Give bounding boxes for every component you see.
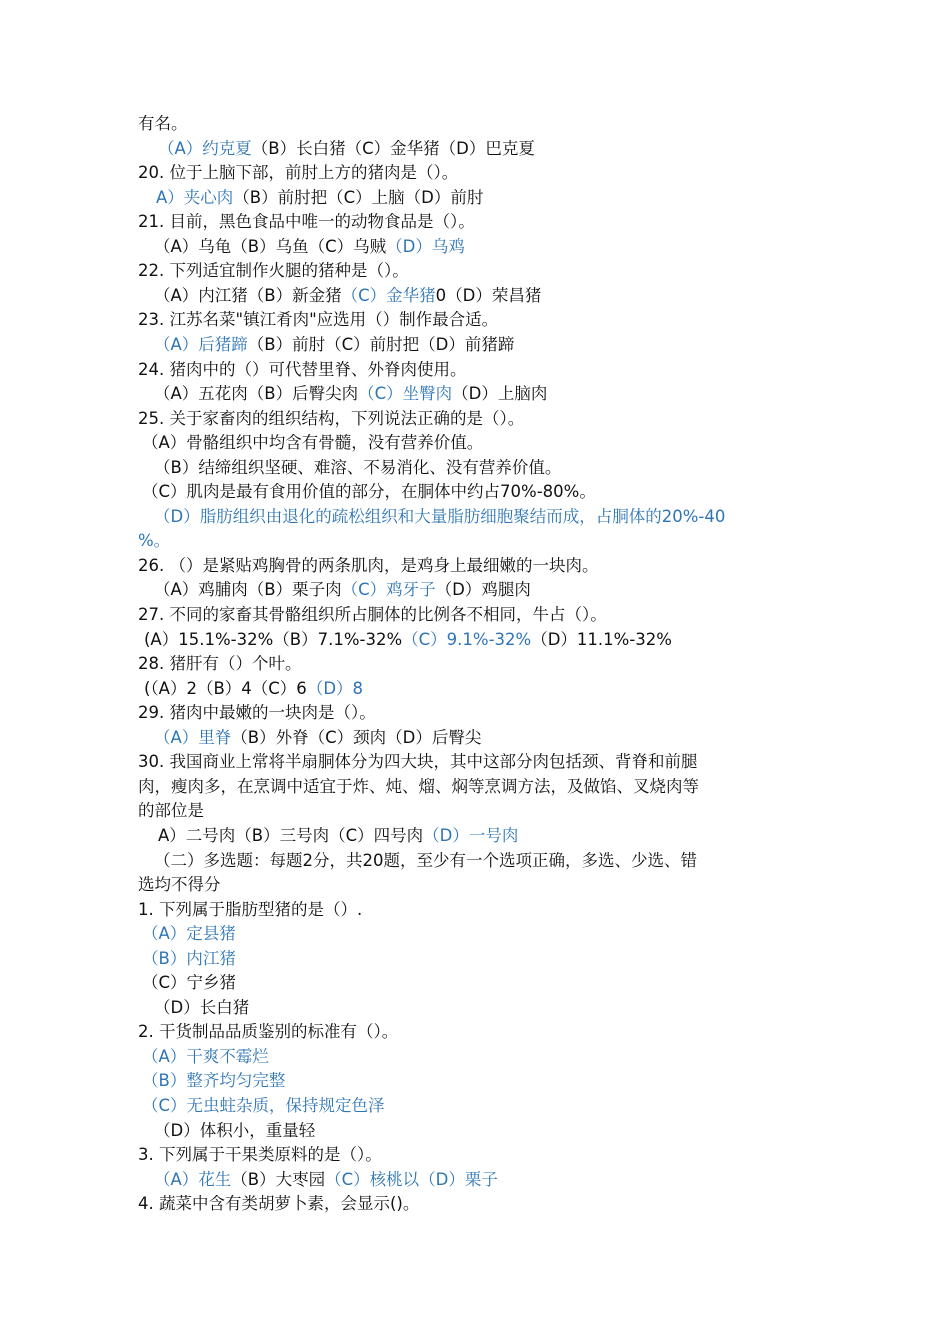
text-line	[142, 1045, 822, 1070]
answer-text: （D）8	[306, 678, 364, 698]
answer-text: （D）乌鸡	[386, 236, 465, 256]
text-line	[142, 922, 822, 947]
text-line	[138, 603, 818, 628]
question-text: 26. （）是紧贴鸡胸骨的两条肌肉，是鸡身上最细嫩的一块肉。	[138, 555, 599, 575]
question-text: （A）乌龟（B）乌鱼（C）乌贼	[154, 236, 387, 256]
text-line	[154, 382, 834, 407]
question-text: 1. 下列属于脂肪型猪的是（）.	[138, 899, 363, 919]
text-line	[156, 186, 836, 211]
text-line	[138, 652, 818, 677]
question-text: （D）鸡腿肉	[435, 580, 531, 600]
answer-text: （C）9.1%-32%	[402, 629, 532, 649]
text-line	[138, 775, 818, 800]
question-text: （B）结缔组织坚硬、难溶、不易消化、没有营养价值。	[154, 457, 562, 477]
question-text: A）二号肉（B）三号肉（C）四号肉	[158, 825, 424, 845]
question-text: 27. 不同的家畜其骨骼组织所占胴体的比例各不相同，牛占（）。	[138, 605, 607, 624]
text-line	[138, 873, 818, 898]
question-text: （二）多选题：每题2分，共20题，至少有一个选项正确，多选、少选、错	[154, 850, 697, 870]
text-line	[138, 1020, 818, 1045]
answer-text: （A）干爽不霉烂	[142, 1046, 269, 1066]
question-text: （D）11.1%-32%	[531, 629, 672, 649]
text-line	[138, 358, 818, 383]
question-text: 20. 位于上脑下部，前肘上方的猪肉是（）。	[138, 163, 459, 183]
text-line	[154, 505, 834, 530]
text-line	[138, 161, 818, 186]
question-text: （B）大枣园	[231, 1169, 326, 1189]
text-line	[142, 971, 822, 996]
text-line	[154, 456, 834, 481]
text-line	[138, 898, 818, 923]
answer-text: （C）坐臀肉	[358, 384, 453, 404]
answer-text: （C）金华猪	[341, 285, 436, 305]
text-line	[138, 210, 818, 235]
text-line	[154, 996, 834, 1021]
question-text: 3. 下列属于干果类原料的是（）。	[138, 1145, 382, 1165]
question-text: （B）长白猪（C）金华猪（D）巴克夏	[251, 138, 535, 158]
text-line	[154, 1119, 834, 1144]
text-line	[142, 431, 822, 456]
answer-text: （A）约克夏	[158, 138, 252, 158]
question-text: （D）长白猪	[154, 997, 250, 1017]
answer-text: （A）里脊	[154, 727, 232, 747]
question-text: 28. 猪肝有（）个叶。	[138, 654, 302, 674]
text-line	[158, 137, 838, 162]
question-text: （B）前肘（C）前肘把（D）前猪蹄	[247, 334, 515, 354]
question-text: 4. 蔬菜中含有类胡萝卜素，会显示()。	[138, 1194, 420, 1214]
text-line	[138, 259, 818, 284]
question-text: （A）鸡脯肉（B）栗子肉	[154, 580, 342, 600]
question-text: 29. 猪肉中最嫩的一块肉是（）。	[138, 703, 376, 723]
question-text: （A）内江猪（B）新金猪	[154, 285, 342, 305]
text-line	[138, 799, 818, 824]
text-line	[154, 726, 834, 751]
answer-text: （B）内江猪	[142, 948, 236, 968]
text-line	[142, 1094, 822, 1119]
text-line	[142, 480, 822, 505]
question-text: 23. 江苏名菜"镇江肴肉"应选用（）制作最合适。	[138, 310, 499, 330]
question-text: 0（D）荣昌猪	[435, 285, 542, 305]
answer-text: （C）核桃以（D）栗子	[325, 1169, 498, 1189]
answer-text: （B）整齐均匀完整	[142, 1071, 286, 1091]
question-text: （A）骨骼组织中均含有骨髓，没有营养价值。	[142, 433, 484, 453]
answer-text: A）夹心肉	[156, 187, 234, 207]
text-line	[138, 701, 818, 726]
question-text: 24. 猪肉中的（）可代替里脊、外脊肉使用。	[138, 359, 467, 379]
question-text: 30. 我国商业上常将半扇胴体分为四大块，其中这部分肉包括颈、背脊和前腿	[138, 752, 698, 772]
text-line	[138, 750, 818, 775]
question-text: 21. 目前，黑色食品中唯一的动物食品是（）。	[138, 212, 475, 232]
answer-text: （C）鸡牙子	[341, 580, 436, 600]
text-line	[138, 407, 818, 432]
question-text: （A）五花肉（B）后臀尖肉	[154, 384, 359, 404]
text-line	[138, 112, 818, 137]
question-text: 22. 下列适宜制作火腿的猪种是（）。	[138, 261, 409, 281]
text-line	[158, 824, 838, 849]
question-text: 25. 关于家畜肉的组织结构，下列说法正确的是（）。	[138, 408, 525, 428]
question-text: （B）外脊（C）颈肉（D）后臀尖	[231, 727, 482, 747]
question-text: （D）体积小，重量轻	[154, 1120, 316, 1140]
question-text: 2. 干货制品品质鉴别的标准有（）。	[138, 1022, 399, 1042]
answer-text: %。	[138, 531, 171, 551]
text-line	[154, 284, 834, 309]
text-line	[138, 308, 818, 333]
text-line	[154, 849, 834, 874]
question-text: (A）15.1%-32%（B）7.1%-32%	[144, 629, 403, 649]
text-line	[138, 1143, 818, 1168]
answer-text: （A）定县猪	[142, 924, 236, 944]
answer-text: （D）一号肉	[423, 825, 519, 845]
text-line	[154, 235, 834, 260]
question-text: （C）宁乡猪	[142, 973, 237, 993]
answer-text: （A）花生	[154, 1169, 232, 1189]
question-text: (（A）2（B）4（C）6	[144, 678, 307, 698]
answer-text: （C）无虫蛀杂质，保持规定色泽	[142, 1096, 385, 1115]
question-text: 肉，瘦肉多，在烹调中适宜于炸、炖、熘、焖等烹调方法，及做馅、叉烧肉等	[138, 776, 699, 796]
question-text: （C）肌肉是最有食用价值的部分，在胴体中约占70%-80%。	[142, 482, 596, 502]
text-line	[138, 554, 818, 579]
text-line	[142, 1069, 822, 1094]
text-line	[138, 529, 818, 554]
question-text: 的部位是	[138, 801, 204, 821]
text-line	[154, 578, 834, 603]
text-line	[142, 947, 822, 972]
answer-text: （D）脂肪组织由退化的疏松组织和大量脂肪细胞聚结而成，占胴体的20%-40	[154, 506, 726, 526]
text-line	[144, 677, 824, 702]
text-line	[154, 1168, 834, 1193]
text-line	[154, 333, 834, 358]
question-text: （B）前肘把（C）上脑（D）前肘	[233, 187, 484, 207]
answer-text: （A）后猪蹄	[154, 334, 248, 354]
text-line	[144, 628, 824, 653]
question-text: （D）上脑肉	[452, 384, 548, 404]
text-line	[138, 1192, 818, 1217]
question-text: 有名。	[138, 114, 188, 133]
question-text: 选均不得分	[138, 875, 221, 895]
